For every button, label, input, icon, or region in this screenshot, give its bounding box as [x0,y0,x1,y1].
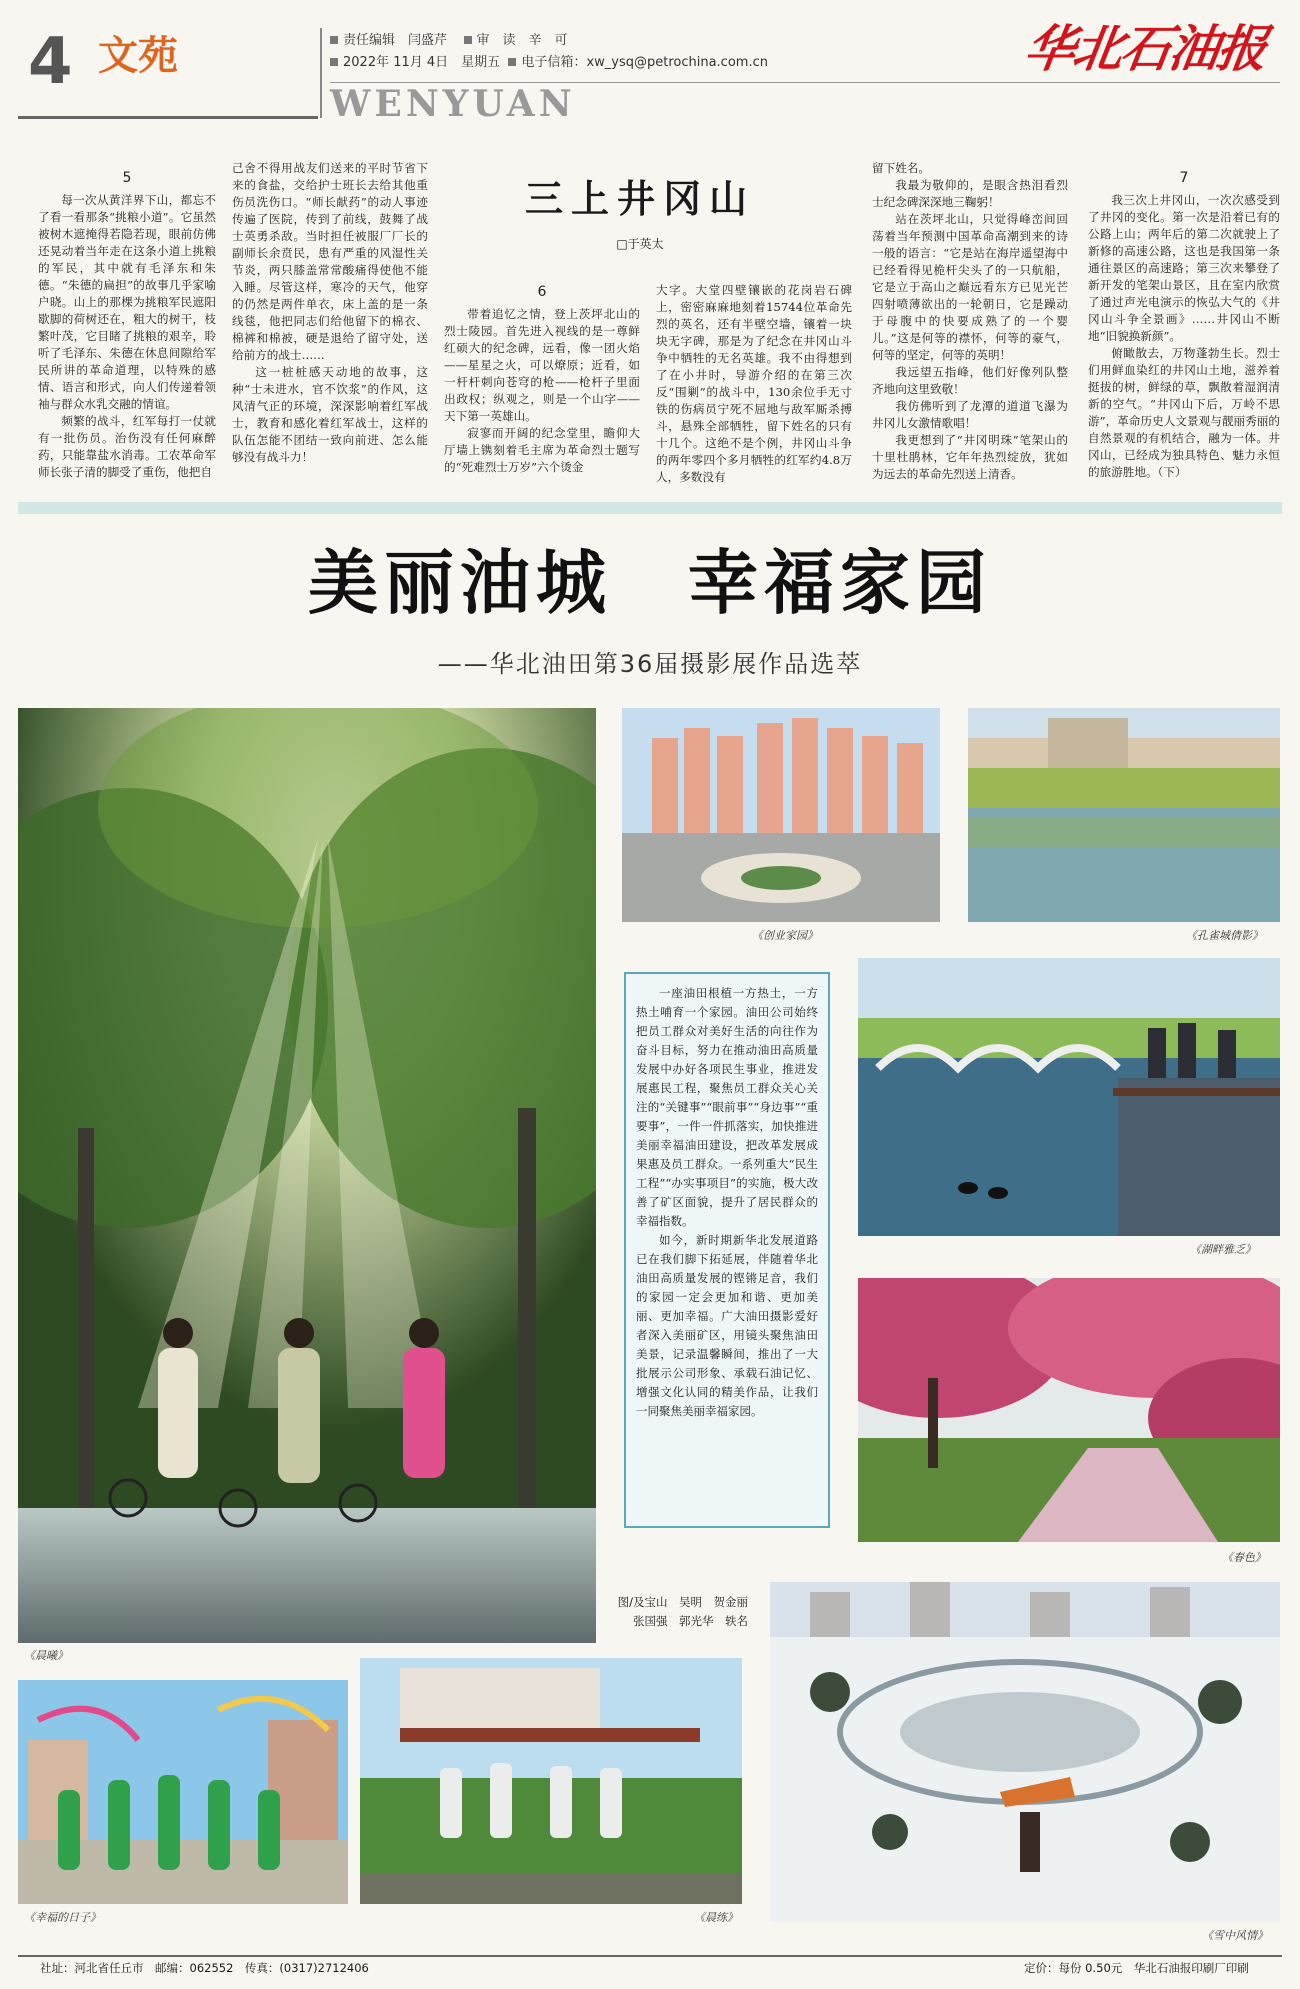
paragraph: 我更想到了“井冈明珠”笔架山的十里杜鹃林，它年年热烈绽放，犹如为远去的革命先烈送上清香。 [872,433,1068,481]
paragraph: 我远望五指峰，他们好像列队整齐地向这里致敬！ [872,365,1068,396]
page-number: 4 [28,25,73,99]
paragraph: 这一桩桩感天动地的故事，这种“士未进水，官不饮浆”的作风，这风清气正的环境，深深影响着红军战士，教育和感化着红军战士，这样的队伍怎能不团结一致向前进、怎么能够没有战斗力！ [232,365,428,464]
article-column-5 [872,160,1068,483]
date-line: 2022年 11月 4日 星期五 电子信箱：xw_ysq@petrochina.com.cn [330,56,768,69]
paragraph: 大字。大堂四壁镶嵌的花岗岩石碑上，密密麻麻地刻着15744位革命先烈的英名，还有半壁空墙，镶着一块块无字碑，那是为了纪念在井冈山斗争中牺牲的无名英雄。我不由得想到了在小井时，导游介绍的在第三次反“围剿”的战斗中，130余位手无寸铁的伤病员宁死不屈地与敌军厮杀搏斗，悬殊全部牺牲，留下姓名的只有十几个。这绝不是个例，井冈山斗争的两年零四个多月牺牲的红军约4.8万人，多数没有 [656,283,852,484]
paragraph: 寂寥而开阔的纪念堂里，瞻仰大厅墙上镌刻着毛主席为革命烈士题写的“死难烈士万岁”六个烫金 [444,426,640,474]
footer-address: 社址：河北省任丘市 邮编：062552 传真：(0317)2712406 [40,1961,369,1975]
section-pinyin: WENYUAN [330,83,576,125]
article-column-1 [38,168,216,481]
article-title: 三上井冈山 [524,176,755,221]
article-column-4 [656,282,852,486]
photo-morning [18,708,596,1643]
feature-title: 美丽油城 幸福家园 [308,542,992,624]
photo-happy [18,1680,348,1904]
paragraph: 留下姓名。 [872,161,930,175]
feature-intro-box [624,972,830,1528]
paragraph: 我三次上井冈山，一次次感受到了井冈的变化。第一次是沿着已有的公路上山；两年后的第二次就驶上了新修的高速公路，这也是我国第一条通往景区的高速路；第三次来攀登了新开发的笔架山景区，且在室内欣赏了通过声光电演示的恢弘大气的《井冈山斗争全景画》……井冈山不断地“旧貌换新颜”。 [1088,193,1280,343]
photo-caption: 《湖畔雅乏》 [1190,1243,1256,1256]
newspaper-logo: 华北石油报 [1020,19,1270,78]
photo-exercise [360,1658,742,1904]
paragraph: 我仿佛听到了龙潭的道道飞瀑为井冈儿女激情歌唱！ [872,399,1068,430]
editor-line: 责任编辑 闫盛芹 审 读 辛 可 [330,34,568,47]
photo-reflection [968,708,1280,922]
paragraph: 我最为敬仰的，是眼含热泪看烈士纪念碑深深地三鞠躬！ [872,178,1068,209]
photo-caption: 《孔雀城倩影》 [1186,929,1263,942]
photo-caption: 《幸福的日子》 [24,1911,101,1924]
section-number: 5 [122,170,132,186]
paragraph: 频繁的战斗，红军每打一仗就有一批伤员。治伤没有任何麻醉药，只能靠盐水消毒。工农革命军师长张子清的脚受了重伤，他把自 [38,414,216,479]
photo-caption: 《创业家园》 [752,929,818,942]
article-author: □于英太 [616,237,664,251]
photo-spring [858,1278,1280,1542]
photo-caption: 《晨曦》 [24,1649,68,1662]
photo-home [622,708,940,922]
paragraph: 每一次从黄洋界下山，都忘不了看一看那条“挑粮小道”。它虽然被树木遮掩得若隐若现，眼前仿佛还晃动着当年走在这条小道上挑粮的军民，其中就有毛泽东和朱德。“朱德的扁担”的故事几乎家喻户晓。山上的那棵为挑粮军民遮阳歇脚的荷树还在，粗大的树干，枝繁叶茂，它目睹了挑粮的艰辛，聆听了毛泽东、朱德在休息间隙给军民所讲的革命道理，以特殊的感情、语言和形式，向人们传递着领袖与群众水乳交融的情谊。 [38,193,216,411]
article-column-2 [232,160,428,466]
paragraph: 己舍不得用战友们送来的平时节省下来的食盐，交给护士班长去给其他重伤员洗伤口。“师长献药”的动人事迹传遍了医院，传到了前线，鼓舞了战士英勇杀敌。当时担任被服厂厂长的副师长余贲民，患有严重的风湿性关节炎，两只膝盖常常酸痛得使他不能入睡。尽管这样，寒冷的天气，他穿的仍然是两件单衣，床上盖的是一条线毯，他把同志们给他留下的棉衣、棉裤和棉被，硬是退给了留守处，送给前方的战士…… [232,161,428,362]
section-title: 文苑 [98,33,178,79]
photo-credit: 图/及宝山 吴明 贺金丽 张国强 郭光华 轶名 [617,1595,760,1628]
section-divider [18,502,1282,514]
footer-rule [18,1955,1282,1957]
photo-snow [770,1582,1280,1922]
paragraph: 带着追忆之情，登上茨坪北山的烈士陵园。首先进入视线的是一尊鲜红硕大的纪念碑，远看，像一团火焰——星星之火，可以燎原；近看，如一杆杆刺向苍穹的枪——枪杆子里面出政权；纵观之，则是一个山字——天下第一英雄山。 [444,307,640,423]
paragraph: 如今，新时期新华北发展道路已在我们脚下拓延展，伴随着华北油田高质量发展的铿锵足音，我们的家园一定会更加和谐、更加美丽、更加幸福。广大油田摄影爱好者深入美丽矿区，用镜头聚焦油田美景，记录温馨瞬间，推出了一大批展示公司形象、承载石油记忆、增强文化认同的精美作品，让我们一同聚焦美丽幸福家园。 [636,1233,818,1418]
photo-lakeside [858,958,1280,1236]
paragraph: 站在茨坪北山，只觉得峰峦间回荡着当年预测中国革命高潮到来的诗一般的语言：“它是站在海岸遥望海中已经看得见桅杆尖头了的一只航船，它是立于高山之巅远看东方已见光芒四射喷薄欲出的一轮朝日，它是躁动于母腹中的快要成熟了的一个婴儿。”这是何等的襟怀，何等的豪气，何等的坚定，何等的英明！ [872,212,1068,362]
footer-price: 定价：每份 0.50元 华北石油报印刷厂印刷 [1024,1961,1249,1975]
masthead-separator [320,28,322,118]
feature-subtitle: ——华北油田第36届摄影展作品选萃 [437,650,863,678]
article-column-6 [1088,168,1280,481]
article-column-3 [444,282,640,476]
photo-caption: 《雪中风情》 [1202,1929,1268,1942]
paragraph: 一座油田根植一方热土，一方热土哺育一个家园。油田公司始终把员工群众对美好生活的向往作为奋斗目标，努力在推动油田高质量发展中办好各项民生事业，推进发展惠民工程，聚焦员工群众关心关注的“关键事”“眼前事”“身边事”“重要事”，一件一件抓落实，加快推进美丽幸福油田建设，把改革发展成果惠及员工群众。一系列重大“民生工程”“办实事项目”的实施，极大改善了矿区面貌，提升了居民群众的幸福指数。 [636,986,818,1228]
photo-caption: 《晨练》 [694,1911,738,1924]
photo-caption: 《春色》 [1222,1551,1266,1564]
paragraph: 俯瞰散去，万物蓬勃生长。烈士们用鲜血染红的井冈山土地，滋养着挺拔的树，鲜绿的草，飘散着湿润清新的空气。“井冈山下后，万岭不思游”，革命历史人文景观与靓丽秀丽的自然景观的有机结合，融为一体。井冈山，已经成为独具特色、魅力永恒的旅游胜地。（下） [1088,346,1280,479]
section-number: 6 [537,284,547,300]
masthead-rule [18,116,318,119]
section-number: 7 [1179,170,1189,186]
